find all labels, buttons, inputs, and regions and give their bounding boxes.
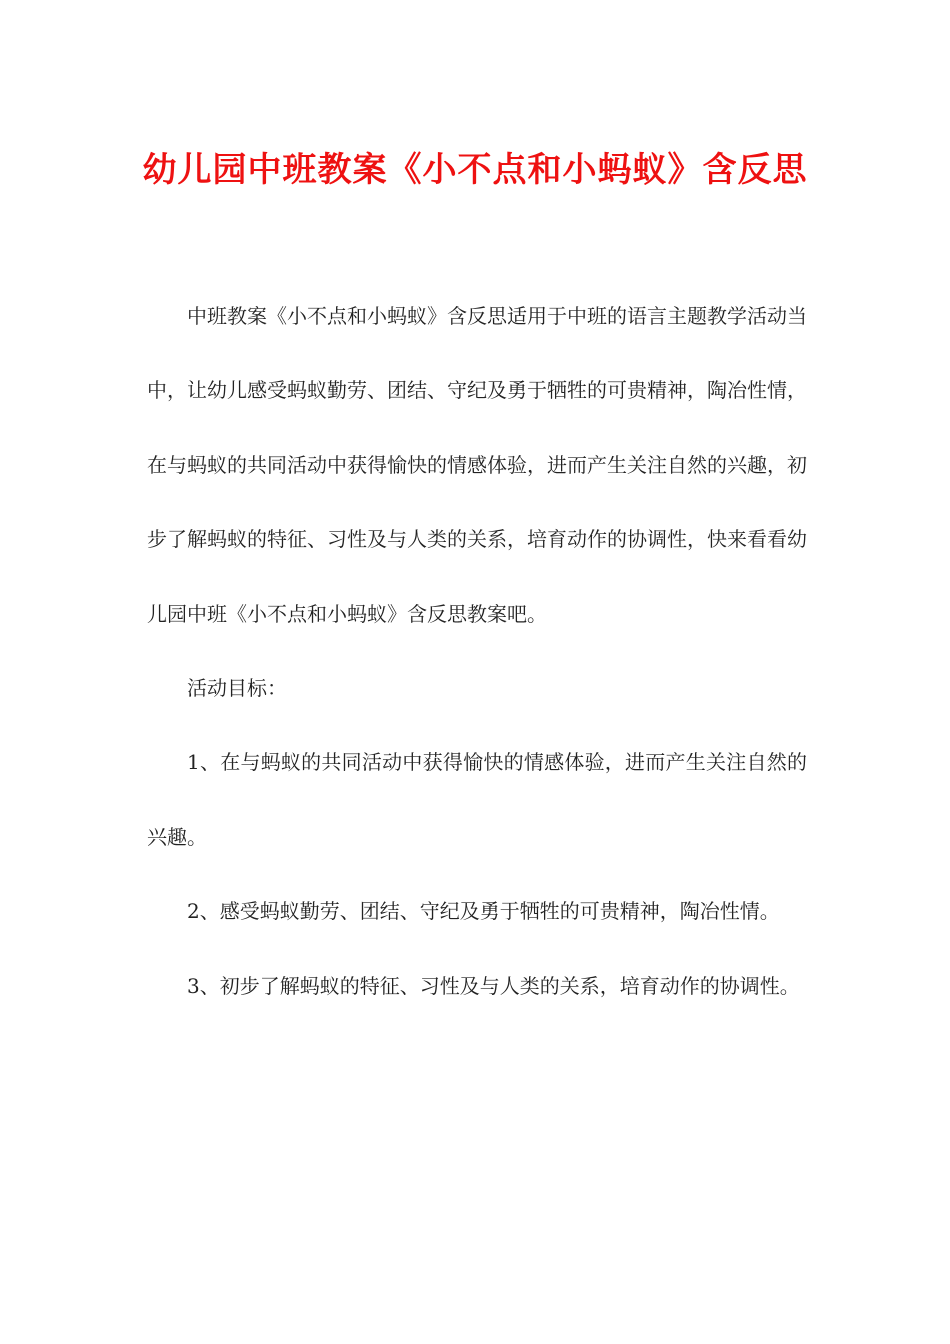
intro-paragraph: 中班教案《小不点和小蚂蚁》含反思适用于中班的语言主题教学活动当中，让幼儿感受蚂蚁勤劳、团结、守纪及勇于牺牲的可贵精神，陶冶性情，在与蚂蚁的共同活动中获得愉快的情感体验，进而产生关注自然的兴趣，初步了解蚂蚁的特征、习性及与人类的关系，培育动作的协调性，快来看看幼儿园中班《小不点和小蚂蚁》含反思教案吧。	[147, 304, 807, 626]
objective-item-1: 1、在与蚂蚁的共同活动中获得愉快的情感体验，进而产生关注自然的兴趣。	[147, 750, 807, 849]
objectives-heading: 活动目标：	[187, 676, 287, 701]
document-title: 幼儿园中班教案《小不点和小蚂蚁》含反思	[142, 150, 808, 190]
objective-item-3: 3、初步了解蚂蚁的特征、习性及与人类的关系，培育动作的协调性。	[187, 973, 800, 998]
objective-item-2: 2、感受蚂蚁勤劳、团结、守纪及勇于牺牲的可贵精神，陶冶性情。	[187, 899, 780, 924]
document-body	[147, 279, 807, 1023]
